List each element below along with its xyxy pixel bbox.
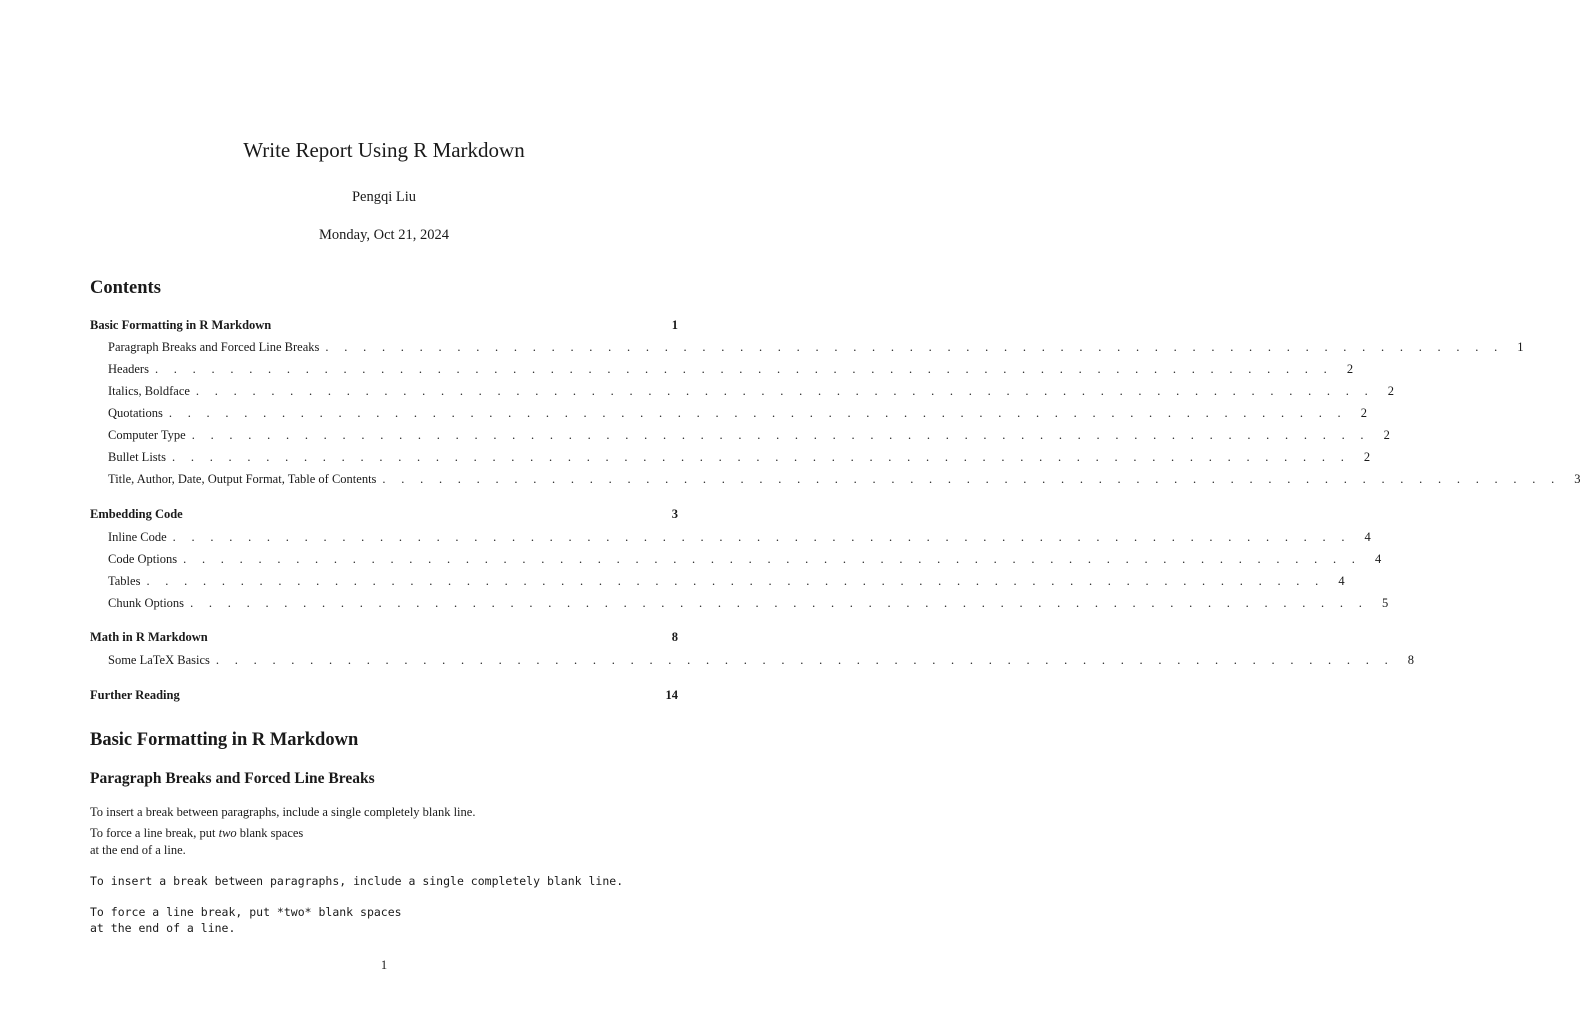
toc-entry-page: 2	[1363, 450, 1371, 464]
toc-entry-page: 8	[671, 630, 678, 644]
toc-entry-label: Italics, Boldface	[108, 384, 190, 398]
toc-entry[interactable]	[108, 596, 1389, 614]
toc-entry-page: 5	[1381, 596, 1389, 610]
toc-entry[interactable]	[108, 552, 1382, 570]
toc-entry[interactable]	[90, 688, 678, 706]
toc-entry-page: 2	[1383, 428, 1390, 442]
paragraph-text: at the end of a line.	[90, 843, 186, 857]
toc-entry-label: Quotations	[108, 406, 163, 420]
toc-entry-page: 3	[1574, 472, 1581, 486]
toc-entry-label: Inline Code	[108, 530, 167, 544]
toc-leader-dots: . . . . . . . . . . . . . . . . . . . . . . . . . . . . . . . . . . . . . . . . . . . . . . . . . . . . . . . . . . . . . . .	[168, 406, 1347, 420]
page-number: 1	[380, 958, 388, 972]
toc-heading: Contents	[90, 278, 161, 298]
toc-entry-page: 1	[671, 318, 678, 332]
toc-entry[interactable]	[108, 472, 1581, 490]
toc-entry-label: Embedding Code	[90, 507, 183, 521]
body-paragraph: To insert a break between paragraphs, include a single completely blank line.	[90, 805, 476, 819]
paragraph-text: To force a line break, put	[90, 826, 219, 840]
body-paragraph	[90, 825, 303, 859]
toc-entry-page: 2	[1360, 406, 1367, 420]
toc-leader-dots: . . . . . . . . . . . . . . . . . . . . . . . . . . . . . . . . . . . . . . . . . . . . . . . . . . . . . . . . . . . . . . .	[191, 428, 1370, 442]
toc-leader-dots: . . . . . . . . . . . . . . . . . . . . . . . . . . . . . . . . . . . . . . . . . . . . . . . . . . . . . . . . . . . . . . .	[172, 450, 1351, 464]
toc-entry[interactable]	[108, 450, 1371, 468]
toc-entry-label: Bullet Lists	[108, 450, 166, 464]
toc-entry-label: Headers	[108, 362, 149, 376]
toc-entry-label: Chunk Options	[108, 596, 185, 610]
toc-entry-page: 2	[1387, 384, 1395, 398]
toc-leader-dots: . . . . . . . . . . . . . . . . . . . . . . . . . . . . . . . . . . . . . . . . . . . . . . . . . . . . . . . . . . . . . . .	[172, 530, 1351, 544]
toc-entry-page: 1	[1517, 340, 1524, 354]
toc-entry[interactable]	[108, 340, 1524, 358]
toc-entry-label: Basic Formatting in R Markdown	[90, 318, 272, 332]
toc-entry-label: Tables	[108, 574, 141, 588]
toc-leader-dots: . . . . . . . . . . . . . . . . . . . . . . . . . . . . . . . . . . . . . . . . . . . . . . . . . . . . . . . . . . . . . . .	[325, 340, 1504, 354]
toc-entry-label: Some LaTeX Basics	[108, 653, 210, 667]
toc-entry-label: Computer Type	[108, 428, 186, 442]
code-line: at the end of a line.	[90, 921, 236, 935]
toc-leader-dots: . . . . . . . . . . . . . . . . . . . . . . . . . . . . . . . . . . . . . . . . . . . . . . . . . . . . . . . . . . . . . . .	[154, 362, 1334, 376]
toc-entry-page: 14	[665, 688, 678, 702]
code-line: To insert a break between paragraphs, include a single completely blank line.	[90, 874, 624, 888]
toc-leader-dots: . . . . . . . . . . . . . . . . . . . . . . . . . . . . . . . . . . . . . . . . . . . . . . . . . . . . . . . . . . . . . . .	[195, 384, 1375, 398]
emphasized-text: two	[218, 826, 237, 840]
toc-entry[interactable]	[108, 574, 1345, 592]
toc-entry[interactable]	[108, 384, 1395, 402]
toc-entry[interactable]	[108, 362, 1354, 380]
toc-entry[interactable]	[108, 428, 1390, 446]
paragraph-text: blank spaces	[236, 826, 304, 840]
toc-entry[interactable]	[108, 653, 1415, 671]
document-date: Monday, Oct 21, 2024	[319, 227, 449, 243]
toc-entry[interactable]	[90, 507, 678, 525]
toc-entry[interactable]	[90, 630, 678, 648]
toc-entry-label: Code Options	[108, 552, 178, 566]
toc-entry-page: 4	[1364, 530, 1371, 544]
toc-entry[interactable]	[108, 530, 1371, 548]
document-title: Write Report Using R Markdown	[243, 138, 525, 162]
toc-entry-page: 4	[1374, 552, 1382, 566]
toc-leader-dots: . . . . . . . . . . . . . . . . . . . . . . . . . . . . . . . . . . . . . . . . . . . . . . . . . . . . . . . . . . . . . . .	[183, 552, 1362, 566]
toc-entry-label: Title, Author, Date, Output Format, Table of Contents	[108, 472, 377, 486]
toc-entry-page: 4	[1338, 574, 1345, 588]
code-block	[90, 873, 623, 889]
toc-entry-page: 8	[1407, 653, 1415, 667]
code-block	[90, 904, 402, 936]
toc-leader-dots: . . . . . . . . . . . . . . . . . . . . . . . . . . . . . . . . . . . . . . . . . . . . . . . . . . . . . . . . . . . . . . .	[382, 472, 1561, 486]
toc-leader-dots: . . . . . . . . . . . . . . . . . . . . . . . . . . . . . . . . . . . . . . . . . . . . . . . . . . . . . . . . . . . . . . .	[190, 596, 1369, 610]
toc-entry-label: Math in R Markdown	[90, 630, 208, 644]
toc-entry-label: Further Reading	[90, 688, 180, 702]
toc-entry-page: 3	[671, 507, 678, 521]
code-line: To force a line break, put *two* blank spaces	[90, 905, 402, 919]
subsection-heading: Paragraph Breaks and Forced Line Breaks	[90, 770, 375, 787]
toc-leader-dots: . . . . . . . . . . . . . . . . . . . . . . . . . . . . . . . . . . . . . . . . . . . . . . . . . . . . . . . . . . . . . . .	[146, 574, 1325, 588]
toc-entry[interactable]	[108, 406, 1367, 424]
section-heading: Basic Formatting in R Markdown	[90, 730, 359, 750]
toc-entry[interactable]	[90, 318, 678, 336]
toc-leader-dots: . . . . . . . . . . . . . . . . . . . . . . . . . . . . . . . . . . . . . . . . . . . . . . . . . . . . . . . . . . . . . . .	[215, 653, 1395, 667]
document-author: Pengqi Liu	[351, 189, 417, 205]
toc-entry-page: 2	[1346, 362, 1354, 376]
toc-entry-label: Paragraph Breaks and Forced Line Breaks	[108, 340, 320, 354]
